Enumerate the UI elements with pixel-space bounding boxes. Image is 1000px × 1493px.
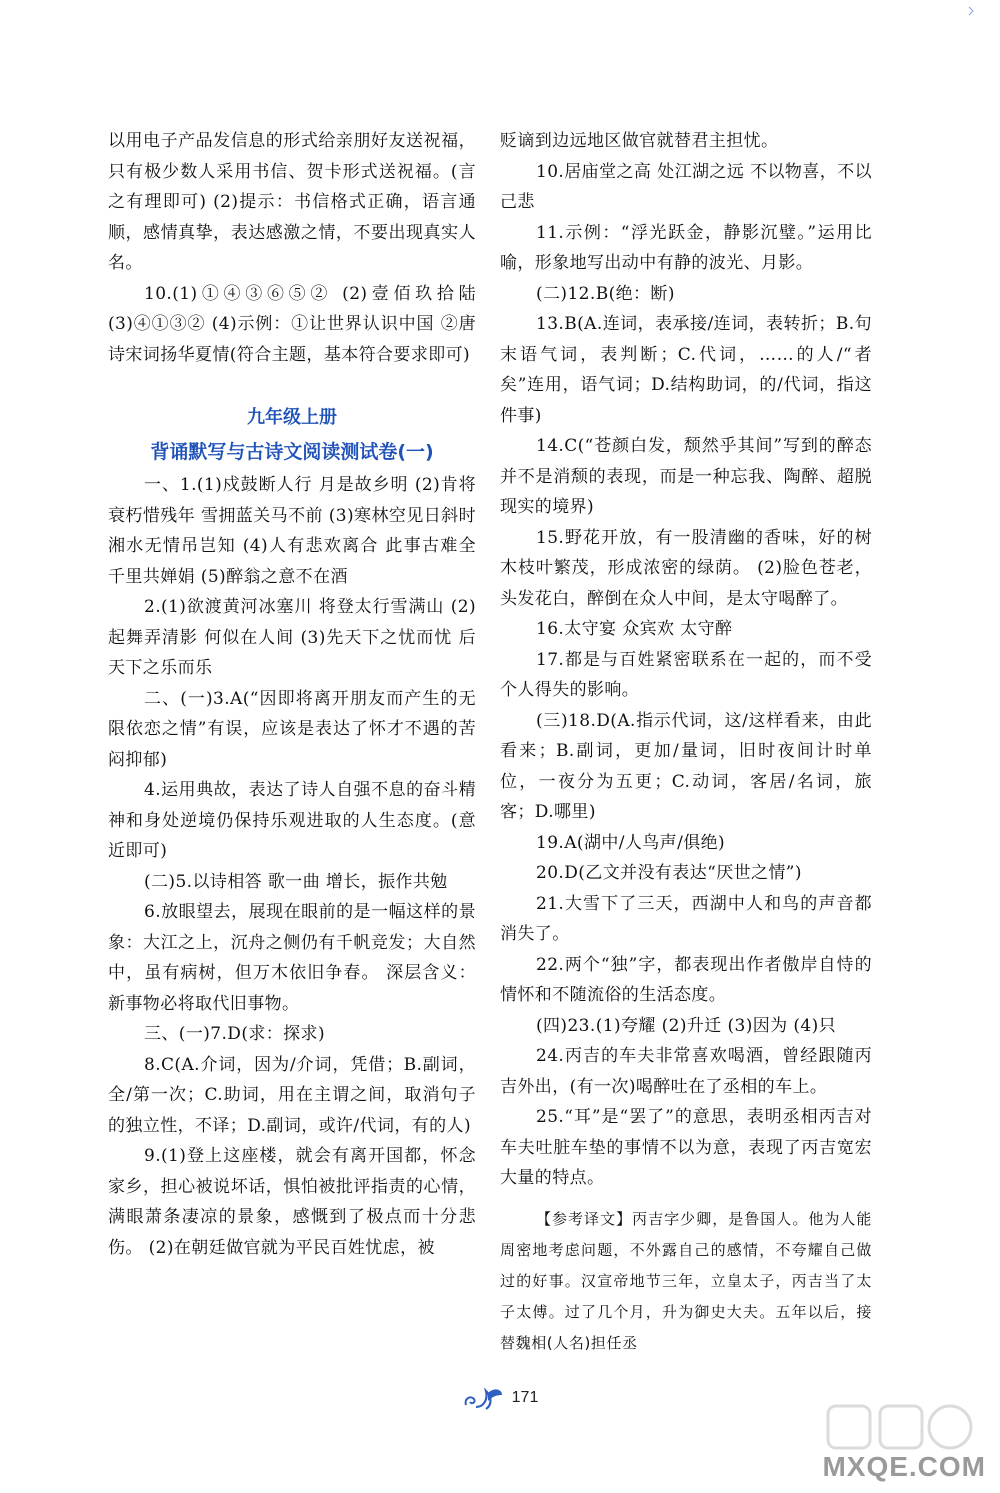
answer-item-r15: 15.野花开放，有一股清幽的香味，好的树木枝叶繁茂，形成浓密的绿荫。 (2)脸色苍老，头发花白，醉倒在众人中间，是太守喝醉了。 xyxy=(500,527,872,609)
answer-part-1-q2: 2.(1)欲渡黄河冰塞川 将登太行雪满山 (2)起舞弄清影 何似在人间 (3)先天下之忧而忧 后天下之乐而乐 xyxy=(108,597,476,678)
corner-mark-icon xyxy=(968,6,974,16)
left-column xyxy=(108,126,476,1263)
swirl-leaf-ornament-icon xyxy=(462,1385,506,1411)
section-heading-grade: 九年级上册 xyxy=(247,407,337,428)
answer-continuation-r1: 贬谪到边远地区做官就替君主担忧。 xyxy=(500,131,779,151)
reference-translation: 【参考译文】丙吉字少卿，是鲁国人。他为人能周密地考虑问题，不外露自己的感情，不夸耀自己做过的好事。汉宣帝地节三年，立皇太子，丙吉当了太子太傅。过了几个月，升为御史大夫。五年以后，接替魏相(人名)担任丞 xyxy=(500,1209,872,1352)
answer-part-2-q3: 二、(一)3.A(“因即将离开朋友而产生的无限依恋之情”有误，应该是表达了怀才不遇的苦闷抑郁) xyxy=(108,688,476,770)
answer-part-2-q5: (二)5.以诗相答 歌一曲 增长，振作共勉 xyxy=(144,871,448,892)
page-number: 171 xyxy=(511,1389,539,1406)
watermark-site-text: MXQE.COM xyxy=(822,1451,986,1482)
answer-part-3-q7: 三、(一)7.D(求：探求) xyxy=(144,1024,325,1044)
section-heading-test: 背诵默写与古诗文阅读测试卷(一) xyxy=(150,441,434,463)
right-column xyxy=(500,126,872,1359)
answer-part-3-q8: 8.C(A.介词，因为/介词，凭借；B.副词，全/第一次；C.助词，用在主谓之间，取消句子的独立性，不译；D.副词，或许/代词，有的人) xyxy=(108,1054,476,1136)
answer-item-r18: (三)18.D(A.指示代词，这/这样看来，由此看来；B.副词，更加/量词，旧时夜间计时单位，一夜分为五更；C.动词，客居/名词，旅客；D.哪里) xyxy=(500,710,872,822)
answer-item-r16: 16.太守宴 众宾欢 太守醉 xyxy=(536,619,733,639)
answer-item-r25: 25.“耳”是“罢了”的意思，表明丞相丙吉对车夫吐脏车垫的事情不以为意，表现了丙吉宽宏大量的特点。 xyxy=(500,1107,872,1188)
answer-part-2-q4: 4.运用典故，表达了诗人自强不息的奋斗精神和身处逆境仍保持乐观进取的人生态度。(意近即可) xyxy=(108,780,476,861)
answer-item-10: 10.(1)①④③⑥⑤② (2)壹佰玖拾陆 (3)④①③② (4)示例：①让世界认识中国 ②唐诗宋词扬华夏情(符合主题，基本符合要求即可) xyxy=(108,283,476,365)
answer-item-r23: (四)23.(1)夸耀 (2)升迁 (3)因为 (4)只 xyxy=(536,1015,837,1036)
answer-continuation-p1: 以用电子产品发信息的形式给亲朋好友送祝福，只有极少数人采用书信、贺卡形式送祝福。(言之有理即可) (2)提示：书信格式正确，语言通顺，感情真挚，表达感激之情，不要出现真实人名。 xyxy=(108,131,476,273)
answer-part-3-q9: 9.(1)登上这座楼，就会有离开国都，怀念家乡，担心被说坏话，惧怕被批评指责的心情，满眼萧条凄凉的景象，感慨到了极点而十分悲伤。 (2)在朝廷做官就为平民百姓忧虑，被 xyxy=(108,1146,476,1258)
answer-item-r19: 19.A(湖中/人鸟声/俱绝) xyxy=(536,832,726,853)
answer-item-r13: 13.B(A.连词，表承接/连词，表转折；B.句末语气词，表判断；C.代词，……的人/“者矣”连用，语气词；D.结构助词，的/代词，指这件事) xyxy=(500,314,872,426)
answer-item-r10: 10.居庙堂之高 处江湖之远 不以物喜，不以己悲 xyxy=(500,161,872,212)
answer-item-r14: 14.C(“苍颜白发，颓然乎其间”写到的醉态并不是消颓的表现，而是一种忘我、陶醉、超脱现实的境界) xyxy=(500,436,872,517)
answer-item-r12: (二)12.B(绝：断) xyxy=(536,283,675,304)
answer-item-r21: 21.大雪下了三天，西湖中人和鸟的声音都消失了。 xyxy=(500,893,872,944)
answer-part-1-q1: 一、1.(1)戍鼓断人行 月是故乡明 (2)肯将衰朽惜残年 雪拥蓝关马不前 (3)寒林空见日斜时 湘水无情吊岂知 (4)人有悲欢离合 此事古难全 千里共婵娟 (5)醉翁之意不在酒 xyxy=(108,475,476,587)
answer-item-r22: 22.两个“独”字，都表现出作者傲岸自恃的情怀和不随流俗的生活态度。 xyxy=(500,954,872,1005)
answer-item-r11: 11.示例：“浮光跃金，静影沉璧。”运用比喻，形象地写出动中有静的波光、月影。 xyxy=(500,222,872,273)
answer-part-2-q6: 6.放眼望去，展现在眼前的是一幅这样的景象：大江之上，沉舟之侧仍有千帆竞发；大自然中，虽有病树，但万木依旧争春。 深层含义：新事物必将取代旧事物。 xyxy=(108,902,476,1014)
answer-item-r24: 24.丙吉的车夫非常喜欢喝酒，曾经跟随丙吉外出，(有一次)喝醉吐在了丞相的车上。 xyxy=(500,1046,872,1097)
answer-item-r20: 20.D(乙文并没有表达“厌世之情”) xyxy=(536,863,802,883)
answer-item-r17: 17.都是与百姓紧密联系在一起的，而不受个人得失的影响。 xyxy=(500,649,872,700)
